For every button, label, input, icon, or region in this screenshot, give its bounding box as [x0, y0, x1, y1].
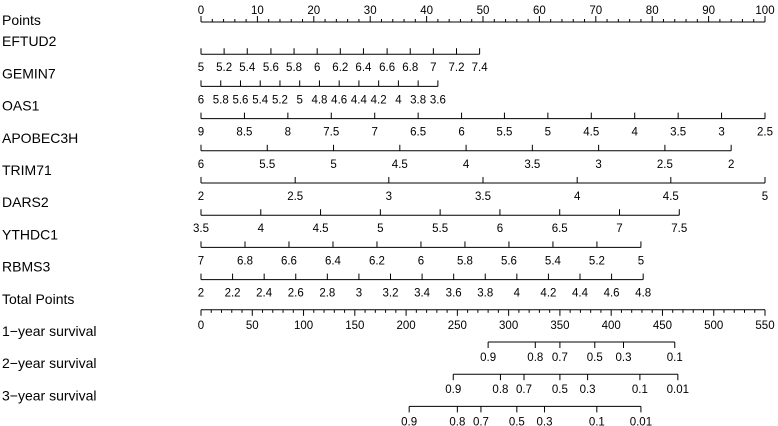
total-points-tick-label-550: 550	[755, 319, 775, 332]
variable-tick-label-oas1-8: 5	[544, 126, 552, 139]
variable-tick-label-rbms3-5: 3	[355, 287, 363, 300]
survival-tick-label-1-year-survival-3: 0.5	[586, 352, 603, 364]
variable-tick-label-eftud2-11: 7.2	[448, 62, 465, 75]
survival-tick-label-3-year-survival-5: 0.1	[588, 416, 605, 426]
points-tick-label-100: 100	[755, 5, 775, 17]
variable-tick-label-eftud2-2: 5.4	[239, 62, 256, 75]
variable-tick-label-rbms3-8: 3.6	[445, 287, 462, 300]
variable-tick-label-eftud2-10: 7	[430, 62, 437, 75]
variable-tick-label-trim71-3: 3.5	[475, 191, 491, 203]
survival-tick-label-1-year-survival-1: 0.8	[527, 352, 544, 364]
variable-tick-label-dars2-5: 6	[496, 223, 504, 236]
points-tick-label-40: 40	[420, 5, 433, 17]
variable-label-ythdc1: YTHDC1	[2, 226, 59, 243]
variable-tick-label-oas1-6: 6	[458, 126, 465, 139]
points-tick-label-50: 50	[476, 5, 490, 17]
survival-label-3-year-survival: 3−year survival	[2, 387, 97, 404]
variable-tick-label-ythdc1-5: 6	[417, 255, 425, 268]
survival-tick-label-3-year-survival-2: 0.7	[472, 416, 489, 426]
variable-tick-label-gemin7-12: 3.6	[429, 94, 446, 107]
total-points-tick-label-300: 300	[499, 319, 519, 332]
variable-tick-label-gemin7-10: 4	[395, 94, 402, 107]
variable-tick-label-oas1-12: 3	[718, 126, 725, 139]
variable-label-rbms3: RBMS3	[2, 258, 51, 275]
variable-tick-label-eftud2-5: 6	[313, 62, 321, 75]
variable-tick-label-eftud2-8: 6.6	[379, 62, 396, 75]
variable-tick-label-oas1-3: 7.5	[323, 126, 340, 139]
variable-tick-label-rbms3-12: 4.4	[572, 287, 589, 300]
variable-tick-label-dars2-6: 6.5	[551, 223, 568, 236]
variable-label-oas1: OAS1	[2, 97, 40, 114]
variable-tick-label-apobec3h-4: 4	[462, 158, 470, 171]
variable-tick-label-gemin7-6: 4.8	[311, 94, 328, 107]
survival-tick-label-1-year-survival-5: 0.1	[666, 352, 683, 364]
survival-tick-label-3-year-survival-1: 0.8	[449, 416, 466, 426]
variable-tick-label-dars2-0: 3.5	[193, 223, 209, 236]
variable-label-eftud2: EFTUD2	[2, 33, 57, 50]
variable-tick-label-gemin7-3: 5.4	[252, 94, 269, 107]
total-points-tick-label-200: 200	[396, 319, 416, 332]
variable-tick-label-rbms3-14: 4.8	[635, 287, 652, 300]
total-points-tick-label-450: 450	[652, 319, 673, 332]
variable-tick-label-oas1-5: 6.5	[410, 126, 427, 139]
variable-tick-label-apobec3h-1: 5.5	[259, 158, 276, 171]
variable-tick-label-dars2-7: 7	[616, 223, 623, 236]
variable-tick-label-gemin7-0: 6	[197, 94, 205, 107]
variable-label-gemin7: GEMIN7	[2, 65, 56, 82]
variable-tick-label-gemin7-7: 4.6	[331, 94, 348, 107]
variable-tick-label-eftud2-4: 5.8	[286, 62, 303, 75]
variable-tick-label-apobec3h-0: 6	[197, 158, 205, 171]
survival-tick-label-2-year-survival-4: 0.3	[579, 384, 596, 397]
survival-tick-label-2-year-survival-5: 0.1	[631, 384, 648, 397]
variable-tick-label-gemin7-4: 5.2	[271, 94, 288, 107]
variable-tick-label-ythdc1-1: 6.8	[236, 255, 253, 268]
variable-tick-label-ythdc1-0: 7	[197, 255, 205, 268]
variable-tick-label-gemin7-11: 3.8	[410, 94, 427, 107]
variable-tick-label-rbms3-11: 4.2	[540, 287, 557, 300]
variable-tick-label-apobec3h-8: 2	[727, 158, 735, 171]
variable-tick-label-ythdc1-10: 5	[637, 255, 645, 268]
variable-tick-label-rbms3-2: 2.4	[256, 287, 273, 300]
variable-tick-label-trim71-1: 2.5	[287, 191, 304, 203]
variable-tick-label-eftud2-6: 6.2	[332, 62, 349, 75]
variable-tick-label-trim71-2: 3	[385, 191, 393, 203]
survival-tick-label-2-year-survival-2: 0.7	[516, 384, 533, 397]
total-points-tick-label-50: 50	[245, 319, 259, 332]
survival-tick-label-2-year-survival-1: 0.8	[492, 384, 509, 397]
points-tick-label-90: 90	[702, 5, 715, 17]
variable-tick-label-oas1-2: 8	[284, 126, 292, 139]
variable-tick-label-rbms3-9: 3.8	[477, 287, 494, 300]
variable-tick-label-apobec3h-3: 4.5	[391, 158, 408, 171]
variable-tick-label-apobec3h-2: 5	[330, 158, 337, 171]
variable-tick-label-trim71-4: 4	[573, 191, 581, 203]
points-tick-label-30: 30	[363, 5, 377, 17]
variable-tick-label-rbms3-4: 2.8	[319, 287, 336, 300]
variable-tick-label-eftud2-9: 6.8	[402, 62, 419, 75]
survival-tick-label-3-year-survival-4: 0.3	[536, 416, 553, 426]
survival-tick-label-2-year-survival-3: 0.5	[551, 384, 568, 397]
survival-tick-label-1-year-survival-4: 0.3	[615, 352, 632, 364]
variable-tick-label-ythdc1-4: 6.2	[368, 255, 385, 268]
variable-tick-label-ythdc1-6: 5.8	[456, 255, 473, 268]
variable-label-dars2: DARS2	[2, 194, 49, 211]
variable-tick-label-rbms3-3: 2.6	[287, 287, 304, 300]
variable-tick-label-gemin7-5: 5	[296, 94, 303, 107]
variable-tick-label-oas1-10: 4	[631, 126, 638, 139]
total-points-tick-label-250: 250	[447, 319, 467, 332]
variable-tick-label-rbms3-1: 2.2	[224, 287, 241, 300]
variable-tick-label-trim71-6: 5	[761, 191, 769, 203]
points-row-label: Points	[2, 12, 41, 28]
variable-tick-label-dars2-1: 4	[257, 223, 264, 236]
variable-tick-label-eftud2-3: 5.6	[262, 62, 279, 75]
survival-label-2-year-survival: 2−year survival	[2, 355, 97, 372]
total-points-tick-label-100: 100	[293, 319, 314, 332]
total-points-tick-label-150: 150	[345, 319, 365, 332]
variable-tick-label-dars2-3: 5	[377, 223, 384, 236]
variable-tick-label-oas1-7: 5.5	[496, 126, 513, 139]
variable-tick-label-ythdc1-9: 5.2	[588, 255, 605, 268]
variable-tick-label-trim71-0: 2	[197, 191, 205, 203]
survival-tick-label-1-year-survival-2: 0.7	[551, 352, 568, 364]
survival-tick-label-3-year-survival-0: 0.9	[401, 416, 418, 426]
variable-tick-label-oas1-11: 3.5	[670, 126, 687, 139]
variable-tick-label-oas1-13: 2.5	[757, 126, 773, 139]
variable-tick-label-dars2-2: 4.5	[312, 223, 329, 236]
variable-tick-label-rbms3-7: 3.4	[414, 287, 431, 300]
variable-tick-label-apobec3h-6: 3	[595, 158, 602, 171]
variable-tick-label-rbms3-0: 2	[197, 287, 205, 300]
survival-tick-label-3-year-survival-3: 0.5	[508, 416, 525, 426]
points-tick-label-60: 60	[533, 5, 546, 17]
survival-label-1-year-survival: 1−year survival	[2, 323, 97, 339]
variable-tick-label-oas1-0: 9	[197, 126, 205, 139]
variable-tick-label-oas1-4: 7	[371, 126, 378, 139]
variable-tick-label-dars2-8: 7.5	[671, 223, 688, 236]
variable-tick-label-apobec3h-7: 2.5	[656, 158, 673, 171]
total-points-tick-label-0: 0	[197, 319, 205, 332]
survival-tick-label-2-year-survival-0: 0.9	[445, 384, 462, 397]
variable-tick-label-rbms3-10: 4	[513, 287, 521, 300]
total-points-tick-label-400: 400	[601, 319, 621, 332]
variable-tick-label-gemin7-2: 5.6	[232, 94, 249, 107]
total-points-tick-label-500: 500	[704, 319, 724, 332]
points-tick-label-80: 80	[645, 5, 659, 17]
variable-tick-label-ythdc1-2: 6.6	[280, 255, 297, 268]
total-points-row-label: Total Points	[2, 290, 75, 307]
variable-tick-label-eftud2-0: 5	[197, 62, 205, 75]
variable-tick-label-ythdc1-8: 5.4	[544, 255, 561, 268]
total-points-tick-label-350: 350	[550, 319, 570, 332]
points-tick-label-0: 0	[197, 5, 205, 17]
points-tick-label-10: 10	[251, 5, 264, 17]
variable-tick-label-eftud2-12: 7.4	[471, 62, 488, 75]
variable-tick-label-ythdc1-3: 6.4	[324, 255, 341, 268]
survival-tick-label-3-year-survival-6: 0.01	[629, 416, 653, 426]
points-tick-label-20: 20	[307, 5, 321, 17]
survival-tick-label-2-year-survival-6: 0.01	[666, 384, 690, 397]
variable-tick-label-trim71-5: 4.5	[662, 191, 679, 203]
variable-tick-label-oas1-1: 8.5	[236, 126, 253, 139]
variable-tick-label-eftud2-1: 5.2	[216, 62, 233, 75]
variable-tick-label-eftud2-7: 6.4	[355, 62, 372, 75]
variable-label-trim71: TRIM71	[2, 162, 52, 178]
variable-tick-label-apobec3h-5: 3.5	[524, 158, 541, 171]
variable-tick-label-gemin7-9: 4.2	[370, 94, 387, 107]
variable-tick-label-dars2-4: 5.5	[432, 223, 449, 236]
variable-tick-label-oas1-9: 4.5	[583, 126, 600, 139]
variable-tick-label-ythdc1-7: 5.6	[500, 255, 517, 268]
points-tick-label-70: 70	[589, 5, 603, 17]
variable-tick-label-gemin7-8: 4.4	[350, 94, 367, 107]
variable-tick-label-gemin7-1: 5.8	[212, 94, 229, 107]
survival-tick-label-1-year-survival-0: 0.9	[480, 352, 497, 364]
variable-label-apobec3h: APOBEC3H	[2, 129, 79, 146]
variable-tick-label-rbms3-13: 4.6	[603, 287, 620, 300]
variable-tick-label-rbms3-6: 3.2	[382, 287, 399, 300]
